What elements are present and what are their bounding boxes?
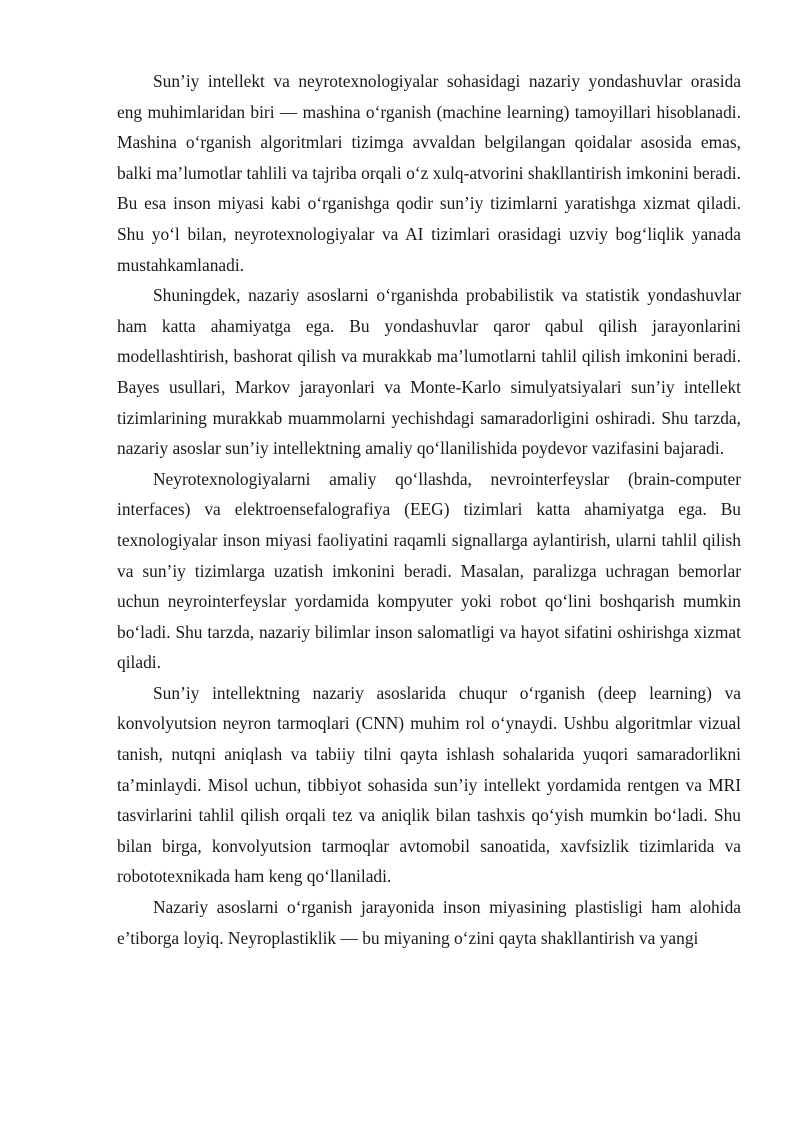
document-page [117, 66, 741, 953]
paragraph-deep-learning: Sun’iy intellektning nazariy asoslarida chuqur o‘rganish (deep learning) va konvolyutsion neyron tarmoqlari (CNN) muhim rol o‘ynaydi. Ushbu algoritmlar vizual tanish, nutqni aniqlash va tabiiy tilni qayta ishlash sohalarida yuqori samaradorlikni ta’minlaydi. Misol uchun, tibbiyot sohasida sun’iy intellekt yordamida rentgen va MRI tasvirlarini tahlil qilish orqali tez va aniqlik bilan tashxis qo‘yish mumkin bo‘ladi. Shu bilan birga, konvolyutsion tarmoqlar avtomobil sanoatida, xavfsizlik tizimlarida va robototexnikada ham keng qo‘llaniladi. [117, 682, 741, 887]
paragraph-probabilistic-approaches: Shuningdek, nazariy asoslarni o‘rganishda probabilistik va statistik yondashuvlar ham katta ahamiyatga ega. Bu yondashuvlar qaror qabul qilish jarayonlarini modellashtirish, bashorat qilish va murakkab ma’lumotlarni tahlil qilish imkonini beradi. Bayes usullari, Markov jarayonlari va Monte-Karlo simulyatsiyalari sun’iy intellekt tizimlarining murakkab muammolarni yechishdagi samaradorligini oshiradi. Shu tarzda, nazariy asoslar sun’iy intellektning amaliy qo‘llanilishida poydevor vazifasini bajaradi. [117, 285, 741, 459]
paragraph-machine-learning: Sun’iy intellekt va neyrotexnologiyalar sohasidagi nazariy yondashuvlar orasida eng muhimlaridan biri — mashina o‘rganish (machine learning) tamoyillari hisoblanadi. Mashina o‘rganish algoritmlari tizimga avvaldan belgilangan qoidalar asosida emas, balki ma’lumotlar tahlili va tajriba orqali o‘z xulq-atvorini shakllantirish imkonini beradi. Bu esa inson miyasi kabi o‘rganishga qodir sun’iy tizimlarni yaratishga xizmat qiladi. Shu yo‘l bilan, neyrotexnologiyalar va AI tizimlari orasidagi uzviy bog‘liqlik yanada mustahkamlanadi. [117, 71, 741, 275]
paragraph-neuroplasticity: Nazariy asoslarni o‘rganish jarayonida inson miyasining plastisligi ham alohida e’tiborga loyiq. Neyroplastiklik — bu miyaning o‘zini qayta shakllantirish va yangi [117, 897, 741, 948]
paragraph-brain-computer-interfaces: Neyrotexnologiyalarni amaliy qo‘llashda, nevrointerfeyslar (brain-computer interfaces) va elektroensefalografiya (EEG) tizimlari katta ahamiyatga ega. Bu texnologiyalar inson miyasi faoliyatini raqamli signallarga aylantirish, ularni tahlil qilish va sun’iy tizimlarga uzatish imkonini beradi. Masalan, paralizga uchragan bemorlar uchun neyrointerfeyslar yordamida kompyuter yoki robot qo‘lini boshqarish mumkin bo‘ladi. Shu tarzda, nazariy bilimlar inson salomatligi va hayot sifatini oshirishga xizmat qiladi. [117, 468, 741, 673]
